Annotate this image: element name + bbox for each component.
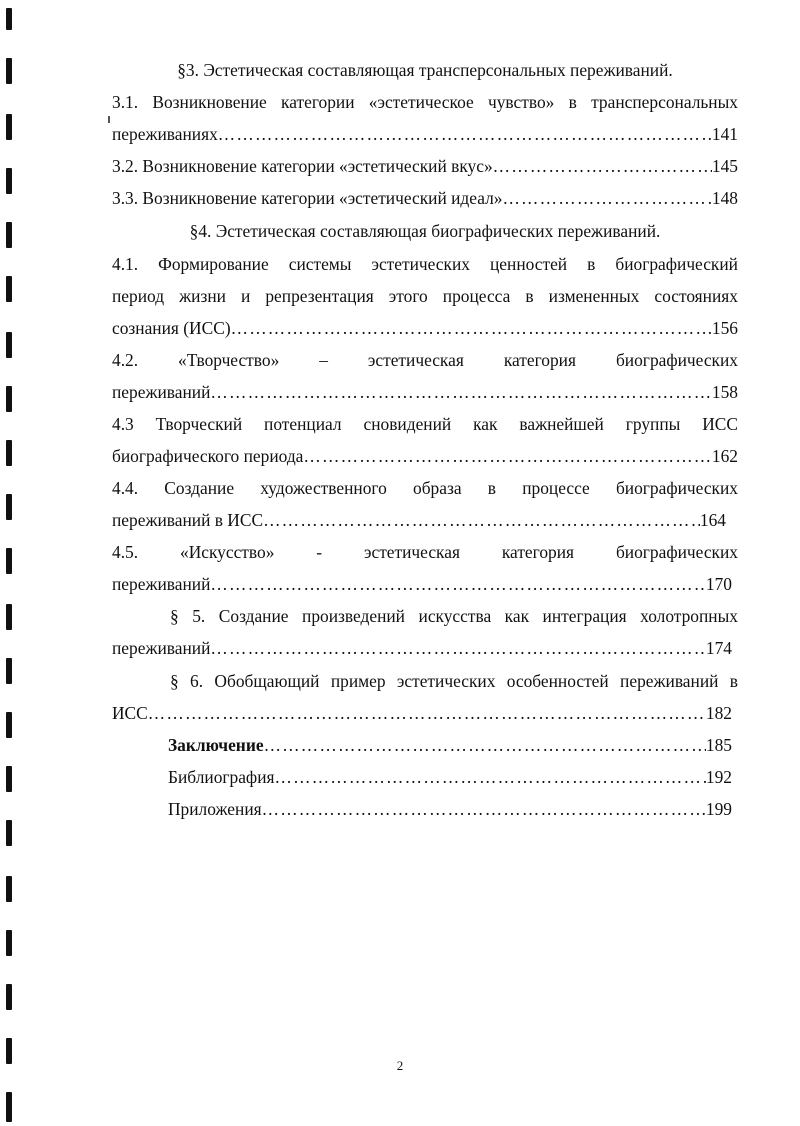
toc-entry-appendices xyxy=(168,796,732,822)
toc-appendices-page: 199 xyxy=(705,799,732,819)
leader-dots xyxy=(210,635,706,661)
leader-dots xyxy=(148,700,706,726)
toc-5-line2: переживаний xyxy=(112,638,211,658)
toc-6-line1: § 6. Обобщающий пример эстетических особенностей переживаний в xyxy=(170,671,738,691)
toc-4-4-line2: переживаний в ИСС xyxy=(112,510,264,530)
toc-conclusion-page: 185 xyxy=(705,735,732,755)
toc-4-1-line3: сознания (ИСС) xyxy=(112,318,231,338)
toc-5-page: 174 xyxy=(705,638,732,658)
toc-3-1-line1: 3.1. Возникновение категории «эстетическое чувство» в трансперсональных xyxy=(112,92,738,112)
binding-mark xyxy=(6,222,12,248)
toc-conclusion-label: Заключение xyxy=(168,735,264,755)
binding-mark xyxy=(6,494,12,520)
toc-4-4-line1: 4.4. Создание художественного образа в процессе биографических xyxy=(112,478,738,498)
toc-3-3-page: 148 xyxy=(711,188,738,208)
binding-mark xyxy=(6,168,12,194)
toc-6-line2: ИСС xyxy=(112,703,148,723)
leader-dots xyxy=(263,507,700,533)
leader-dots xyxy=(218,121,712,147)
binding-mark xyxy=(6,58,12,84)
toc-entry-3-3 xyxy=(112,185,738,211)
leader-dots xyxy=(303,443,712,469)
binding-mark xyxy=(6,766,12,792)
binding-mark xyxy=(6,820,12,846)
toc-4-3-page: 162 xyxy=(711,446,738,466)
binding-mark xyxy=(6,276,12,302)
toc-3-1-line2: переживаниях xyxy=(112,124,218,144)
toc-entry-6 xyxy=(112,700,732,726)
toc-entry-4-2 xyxy=(112,379,738,405)
binding-mark xyxy=(6,876,12,902)
toc-bibliography-label: Библиография xyxy=(168,767,275,787)
toc-4-4-page: 164 xyxy=(699,510,726,530)
leader-dots xyxy=(210,379,712,405)
binding-mark xyxy=(6,930,12,956)
binding-mark xyxy=(6,1092,12,1122)
toc-4-1-page: 156 xyxy=(711,318,738,338)
leader-dots xyxy=(231,315,712,341)
leader-dots xyxy=(502,185,711,211)
toc-4-3-line2: биографического периода xyxy=(112,446,304,466)
toc-5-line1: § 5. Создание произведений искусства как интеграция холотропных xyxy=(170,606,738,626)
toc-entry-3-1 xyxy=(112,121,738,147)
binding-mark xyxy=(6,8,12,30)
toc-4-1-line1: 4.1. Формирование системы эстетических ценностей в биографический xyxy=(112,254,738,274)
toc-entry-4-1 xyxy=(112,315,738,341)
toc-3-2-text: 3.2. Возникновение категории «эстетический вкус» xyxy=(112,156,493,176)
scan-speck xyxy=(108,116,110,123)
section-4-heading: §4. Эстетическая составляющая биографических переживаний. xyxy=(189,221,661,241)
leader-dots xyxy=(493,153,712,179)
leader-dots xyxy=(264,732,706,758)
binding-mark xyxy=(6,548,12,574)
toc-4-2-page: 158 xyxy=(711,382,738,402)
toc-entry-4-4 xyxy=(112,507,726,533)
toc-3-1-page: 141 xyxy=(711,124,738,144)
toc-3-2-page: 145 xyxy=(711,156,738,176)
toc-bibliography-page: 192 xyxy=(705,767,732,787)
toc-4-5-line1: 4.5. «Искусство» - эстетическая категория биографических xyxy=(112,542,738,562)
toc-entry-4-3 xyxy=(112,443,738,469)
binding-mark xyxy=(6,114,12,140)
leader-dots xyxy=(262,796,706,822)
toc-entry-4-5 xyxy=(112,571,732,597)
toc-4-2-line2: переживаний xyxy=(112,382,211,402)
page-number: 2 xyxy=(396,1058,404,1073)
toc-entry-bibliography xyxy=(168,764,732,790)
binding-mark xyxy=(6,332,12,358)
section-3-heading: §3. Эстетическая составляющая трансперсональных переживаний. xyxy=(177,60,673,80)
leader-dots xyxy=(275,764,706,790)
toc-4-1-line2: период жизни и репрезентация этого процесса в измененных состояниях xyxy=(112,286,738,306)
binding-mark xyxy=(6,386,12,412)
binding-mark xyxy=(6,604,12,630)
toc-appendices-label: Приложения xyxy=(168,799,262,819)
toc-6-page: 182 xyxy=(705,703,732,723)
toc-4-2-line1: 4.2. «Творчество» – эстетическая категория биографических xyxy=(112,350,738,370)
toc-entry-conclusion xyxy=(168,732,732,758)
toc-4-5-line2: переживаний xyxy=(112,574,211,594)
binding-mark xyxy=(6,658,12,684)
binding-mark xyxy=(6,984,12,1010)
binding-mark xyxy=(6,712,12,738)
leader-dots xyxy=(210,571,706,597)
toc-entry-3-2 xyxy=(112,153,738,179)
toc-3-3-text: 3.3. Возникновение категории «эстетический идеал» xyxy=(112,188,503,208)
toc-entry-5 xyxy=(112,635,732,661)
binding-mark xyxy=(6,440,12,466)
toc-4-5-page: 170 xyxy=(705,574,732,594)
toc-4-3-line1: 4.3 Творческий потенциал сновидений как важнейшей группы ИСС xyxy=(112,414,738,434)
